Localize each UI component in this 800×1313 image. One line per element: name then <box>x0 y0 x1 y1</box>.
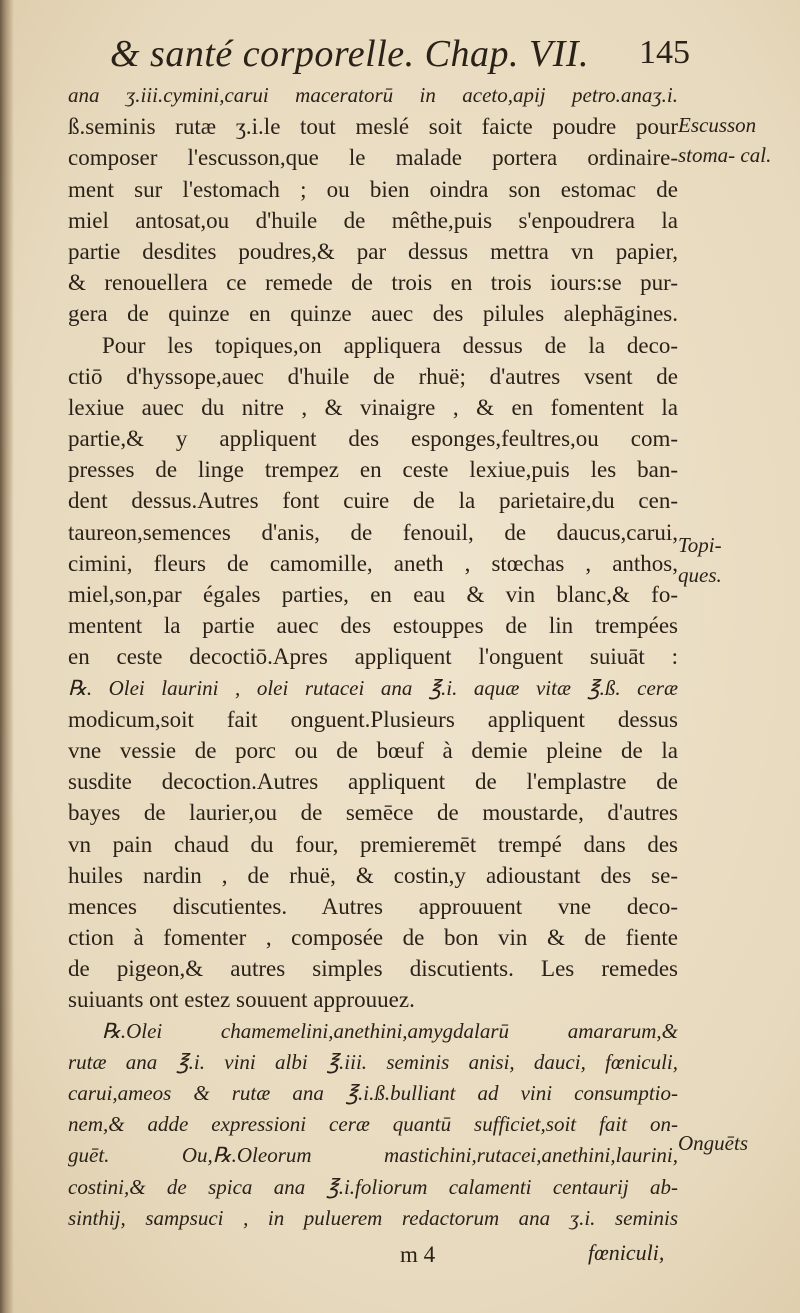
text-line: mentent la partie auec des estouppes de lin trempées <box>68 613 678 639</box>
catchword: fœniculi, <box>588 1240 665 1265</box>
text-line: mences discutientes. Autres approuuent vne deco- <box>68 893 678 919</box>
running-head: & santé corporelle. Chap. VII. <box>110 33 590 75</box>
text-line: partie desdites poudres,& par dessus mettra vn papier, <box>68 238 678 264</box>
text-line: ℞. Olei laurini , olei rutacei ana ℥.i. aquæ vitæ ℥.ß. ceræ <box>68 675 678 700</box>
text-line: presses de linge trempez en ceste lexiue,puis les ban- <box>68 457 678 483</box>
text-line: taureon,semences d'anis, de fenouil, de daucus,carui, <box>68 519 678 545</box>
text-line: rutæ ana ℥.i. vini albi ℥.iii. seminis anisi, dauci, fœniculi, <box>68 1049 678 1074</box>
text-line: partie,& y appliquent des esponges,feultres,ou com- <box>68 426 678 452</box>
text-line: suiuants ont estez souuent approuuez. <box>68 987 415 1013</box>
text-line: dent dessus.Autres font cuire de la parietaire,du cen- <box>68 488 678 514</box>
text-line: de pigeon,& autres simples discutients. Les remedes <box>68 956 678 982</box>
text-line: sinthij, sampsuci , in puluerem redactorum ana ʒ.i. seminis <box>68 1205 678 1230</box>
text-line: ment sur l'estomach ; ou bien oindra son estomac de <box>68 176 678 202</box>
text-line: Pour les topiques,on appliquera dessus de la deco- <box>102 332 678 358</box>
text-line: ℞.Olei chamemelini,anethini,amygdalarū amararum,& <box>102 1018 678 1043</box>
page-number: 145 <box>639 34 690 71</box>
main-text-block <box>68 80 678 1234</box>
text-line: guēt. Ou,℞.Oleorum mastichini,rutacei,anethini,laurini, <box>68 1143 678 1168</box>
text-line: miel antosat,ou d'huile de mêthe,puis s'enpoudrera la <box>68 207 678 233</box>
text-line: & renouellera ce remede de trois en trois iours:se pur- <box>68 270 678 296</box>
text-line: ß.seminis rutæ ʒ.i.le tout meslé soit faicte poudre pour <box>68 114 678 140</box>
text-line: vn pain chaud du four, premieremēt trempé dans des <box>68 831 678 857</box>
margin-note-escusson: Escusson stoma- cal. <box>678 113 772 167</box>
margin-note-onguents: Onguēts <box>678 1131 748 1155</box>
margin-note-topiques: Topi- ques. <box>678 533 722 587</box>
text-line: huiles nardin , de rhuë, & costin,y adioustant des se- <box>68 862 678 888</box>
text-line: en ceste decoctiō.Apres appliquent l'onguent suiuāt : <box>68 644 678 670</box>
spine-shadow <box>0 0 14 1313</box>
text-line: costini,& de spica ana ℥.i.foliorum calamenti centaurij ab- <box>68 1174 678 1199</box>
text-line: cimini, fleurs de camomille, aneth , stœchas , anthos, <box>68 550 678 576</box>
text-line: vne vessie de porc ou de bœuf à demie pleine de la <box>68 737 678 763</box>
text-line: ctiō d'hyssope,auec d'huile de rhuë; d'autres vsent de <box>68 363 678 389</box>
text-line: ction à fomenter , composée de bon vin & de fiente <box>68 925 678 951</box>
text-line: ana ʒ.iii.cymini,carui maceratorū in aceto,apij petro.anaʒ.i. <box>68 83 678 107</box>
text-line: bayes de laurier,ou de semēce de moustarde, d'autres <box>68 800 678 826</box>
text-line: gera de quinze en quinze auec des pilules alephāgines. <box>68 301 678 327</box>
text-line: lexiue auec du nitre , & vinaigre , & en fomentent la <box>68 394 678 420</box>
text-line: miel,son,par égales parties, en eau & vin blanc,& fo- <box>68 582 678 607</box>
text-line: composer l'escusson,que le malade portera ordinaire- <box>68 145 678 171</box>
signature-mark: m 4 <box>400 1242 436 1267</box>
text-line: susdite decoction.Autres appliquent de l'emplastre de <box>68 769 678 795</box>
text-line: nem,& adde expressioni ceræ quantū sufficiet,soit fait on- <box>68 1112 678 1137</box>
text-line: carui,ameos & rutæ ana ℥.i.ß.bulliant ad vini consumptio- <box>68 1081 678 1105</box>
page-header <box>110 28 690 80</box>
text-line: modicum,soit fait onguent.Plusieurs appliquent dessus <box>68 706 678 732</box>
